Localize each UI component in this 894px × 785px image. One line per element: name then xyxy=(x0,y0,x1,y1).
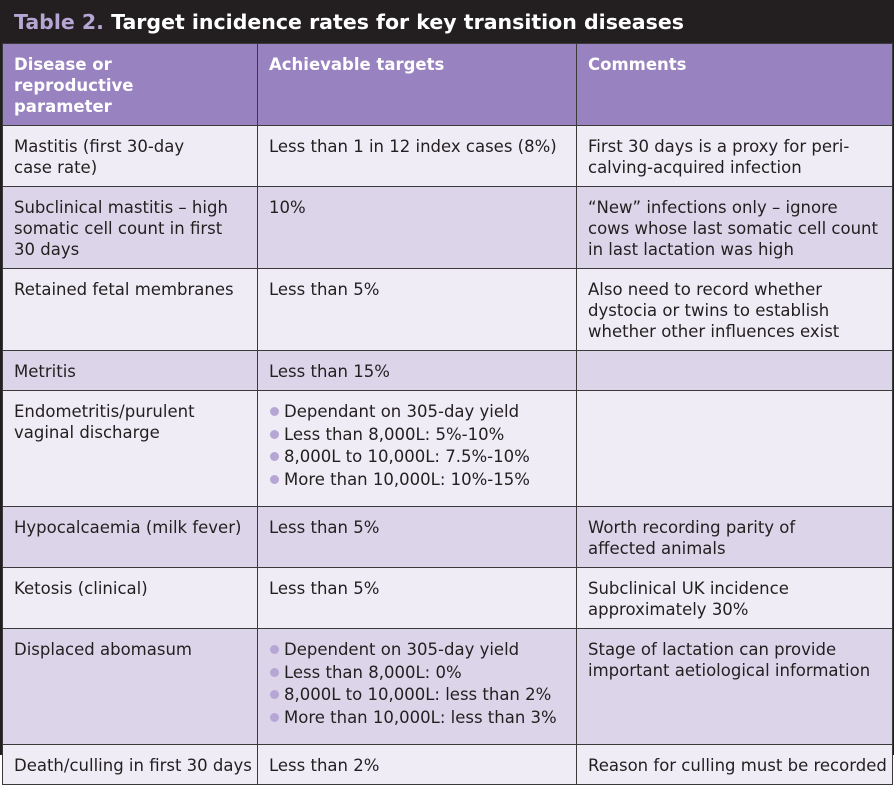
table-row xyxy=(3,269,893,351)
target-cell: Less than 2% xyxy=(258,745,577,785)
table-title xyxy=(2,2,892,43)
table-row xyxy=(3,745,893,785)
table-row xyxy=(3,126,893,187)
comment-cell: Worth recording parity of affected animals xyxy=(577,507,893,568)
comment-cell: Also need to record whether dystocia or twins to establish whether other influences exist xyxy=(577,269,893,351)
target-list xyxy=(269,401,565,490)
table-row xyxy=(3,568,893,629)
table-title-text: Target incidence rates for key transition diseases xyxy=(111,10,684,34)
header-disease: Disease or reproductive parameter xyxy=(3,44,258,126)
list-item: More than 10,000L: less than 3% xyxy=(269,707,565,728)
table-row xyxy=(3,391,893,507)
disease-cell: Ketosis (clinical) xyxy=(3,568,258,629)
list-item: Dependant on 305-day yield xyxy=(269,401,565,422)
list-item: More than 10,000L: 10%-15% xyxy=(269,469,565,490)
comment-cell: Subclinical UK incidence approximately 30% xyxy=(577,568,893,629)
table-row xyxy=(3,629,893,745)
comment-cell: First 30 days is a proxy for peri-calving-acquired infection xyxy=(577,126,893,187)
incidence-table xyxy=(2,43,893,785)
target-cell: 10% xyxy=(258,187,577,269)
target-cell xyxy=(258,629,577,745)
list-item: Less than 8,000L: 0% xyxy=(269,662,565,683)
disease-cell: Hypocalcaemia (milk fever) xyxy=(3,507,258,568)
target-cell xyxy=(258,391,577,507)
target-cell: Less than 1 in 12 index cases (8%) xyxy=(258,126,577,187)
table-row xyxy=(3,351,893,391)
target-cell: Less than 5% xyxy=(258,269,577,351)
target-cell: Less than 5% xyxy=(258,507,577,568)
disease-cell: Endometritis/purulent vaginal discharge xyxy=(3,391,258,507)
disease-cell: Death/culling in first 30 days xyxy=(3,745,258,785)
target-cell: Less than 15% xyxy=(258,351,577,391)
comment-cell xyxy=(577,391,893,507)
disease-cell: Mastitis (first 30-day case rate) xyxy=(3,126,258,187)
comment-cell: Stage of lactation can provide important aetiological information xyxy=(577,629,893,745)
table-number: Table 2. xyxy=(14,10,104,34)
header-targets: Achievable targets xyxy=(258,44,577,126)
disease-cell: Subclinical mastitis – high somatic cell count in first 30 days xyxy=(3,187,258,269)
list-item: 8,000L to 10,000L: less than 2% xyxy=(269,684,565,705)
list-item: Dependent on 305-day yield xyxy=(269,639,565,660)
disease-cell: Displaced abomasum xyxy=(3,629,258,745)
comment-cell: Reason for culling must be recorded xyxy=(577,745,893,785)
disease-cell: Metritis xyxy=(3,351,258,391)
table-row xyxy=(3,187,893,269)
comment-cell xyxy=(577,351,893,391)
header-row xyxy=(3,44,893,126)
list-item: 8,000L to 10,000L: 7.5%-10% xyxy=(269,446,565,467)
comment-cell: “New” infections only – ignore cows whose last somatic cell count in last lactation was high xyxy=(577,187,893,269)
table-row xyxy=(3,507,893,568)
disease-cell: Retained fetal membranes xyxy=(3,269,258,351)
list-item: Less than 8,000L: 5%-10% xyxy=(269,424,565,445)
target-cell: Less than 5% xyxy=(258,568,577,629)
target-list xyxy=(269,639,565,728)
header-comments: Comments xyxy=(577,44,893,126)
